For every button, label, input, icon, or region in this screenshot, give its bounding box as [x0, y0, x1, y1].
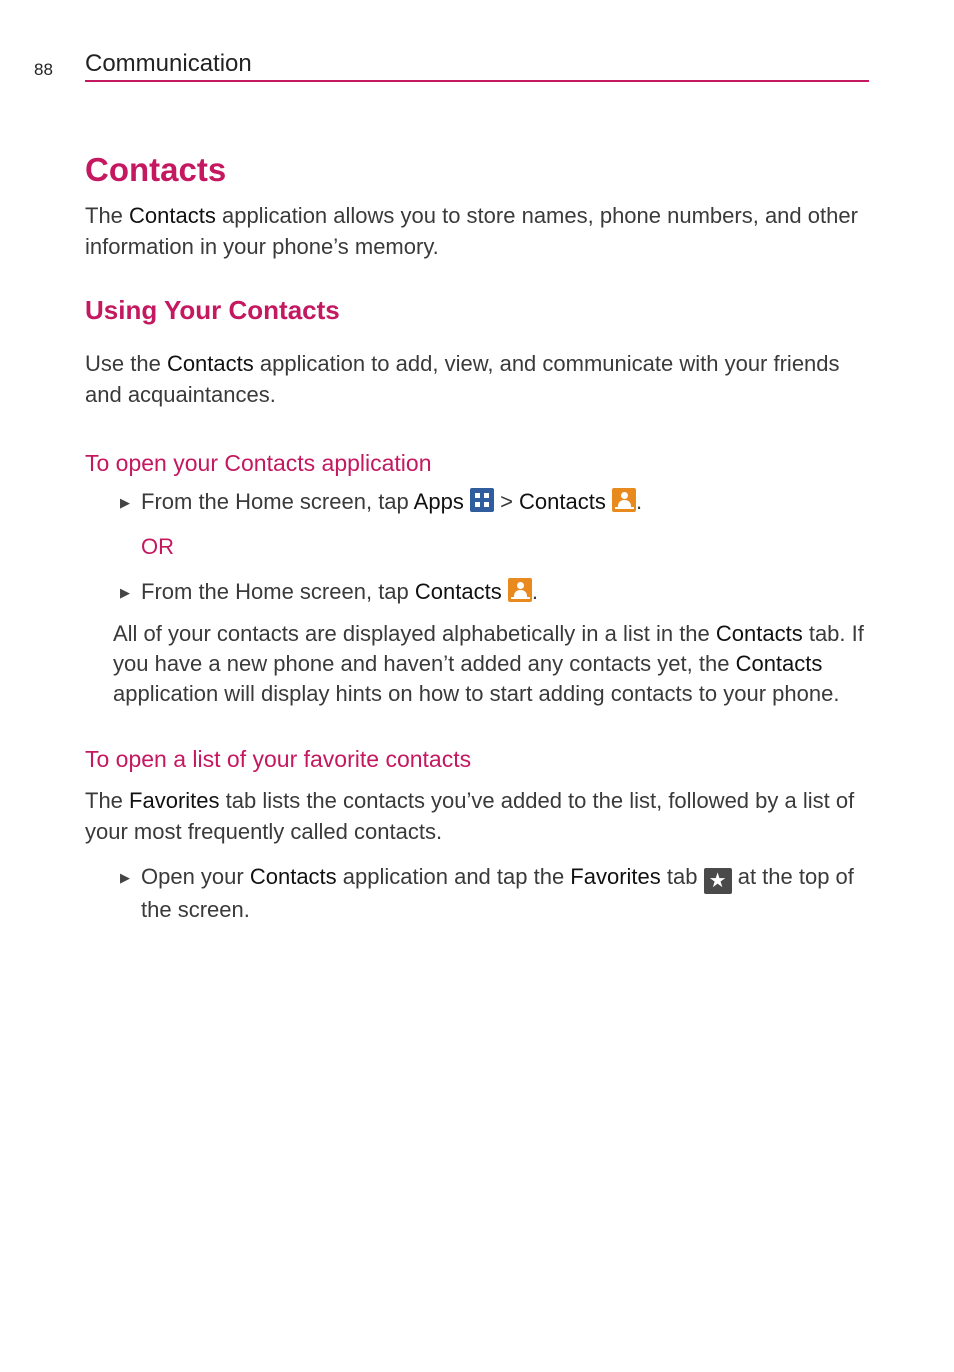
contacts-term: Contacts — [519, 489, 606, 514]
note-text: All of your contacts are displayed alphabetically in a list in the — [113, 621, 716, 646]
favorites-paragraph — [85, 785, 865, 847]
apps-term: Apps — [413, 489, 464, 514]
step-text: Open your — [141, 864, 250, 889]
contacts-term: Contacts — [715, 621, 803, 646]
step-text: > — [493, 489, 520, 514]
step-text: From the Home screen, tap — [141, 489, 414, 514]
contacts-term: Contacts — [249, 864, 337, 889]
step-bullet — [85, 576, 875, 607]
contacts-person-icon — [508, 578, 532, 602]
step-bullet — [85, 486, 875, 517]
intro-paragraph — [85, 200, 865, 262]
favorites-heading: To open a list of your favorite contacts — [85, 746, 472, 772]
page-title: Contacts — [85, 151, 227, 188]
apps-grid-icon — [470, 488, 494, 512]
step-text: tab — [660, 864, 704, 889]
favorites-text: The — [85, 788, 130, 813]
contacts-person-icon — [612, 488, 636, 512]
step-text: application and tap the — [336, 864, 571, 889]
header-divider — [85, 80, 869, 82]
triangle-bullet-icon: ▶ — [120, 585, 130, 600]
triangle-bullet-icon: ▶ — [120, 870, 130, 885]
note-text: application will display hints on how to start adding contacts to your phone. — [113, 681, 840, 706]
intro-text: application allows you to store names, phone numbers, and other information in your phone’s memory. — [85, 203, 858, 259]
step-text: . — [635, 489, 643, 514]
using-paragraph — [85, 348, 865, 410]
step-text: . — [531, 579, 538, 604]
intro-text: The — [85, 203, 130, 228]
favorites-text: tab lists the contacts you’ve added to the list, followed by a list of your most frequently called contacts. — [85, 788, 855, 844]
contacts-note-paragraph — [113, 619, 873, 709]
favorites-term: Favorites — [129, 788, 220, 813]
contacts-term: Contacts — [414, 579, 502, 604]
section-title: Communication — [85, 50, 252, 77]
note-text: tab. If you have a new phone and haven’t added any contacts yet, the — [113, 621, 864, 676]
star-icon: ★ — [704, 868, 732, 894]
using-text: Use the — [85, 351, 167, 376]
using-text: application to add, view, and communicate with your friends and acquaintances. — [85, 351, 840, 407]
contacts-term: Contacts — [166, 351, 254, 376]
step-text: at the top of the screen. — [141, 864, 854, 922]
using-contacts-heading: Using Your Contacts — [85, 295, 340, 325]
favorites-term: Favorites — [570, 864, 661, 889]
step-bullet — [85, 861, 871, 926]
triangle-bullet-icon: ▶ — [120, 495, 130, 510]
contacts-term: Contacts — [129, 203, 216, 228]
contacts-term: Contacts — [735, 651, 823, 676]
or-separator: OR — [141, 534, 174, 559]
page-number: 88 — [34, 60, 53, 79]
open-app-heading: To open your Contacts application — [85, 450, 432, 476]
main-content — [85, 150, 875, 926]
step-text: From the Home screen, tap — [141, 579, 415, 604]
